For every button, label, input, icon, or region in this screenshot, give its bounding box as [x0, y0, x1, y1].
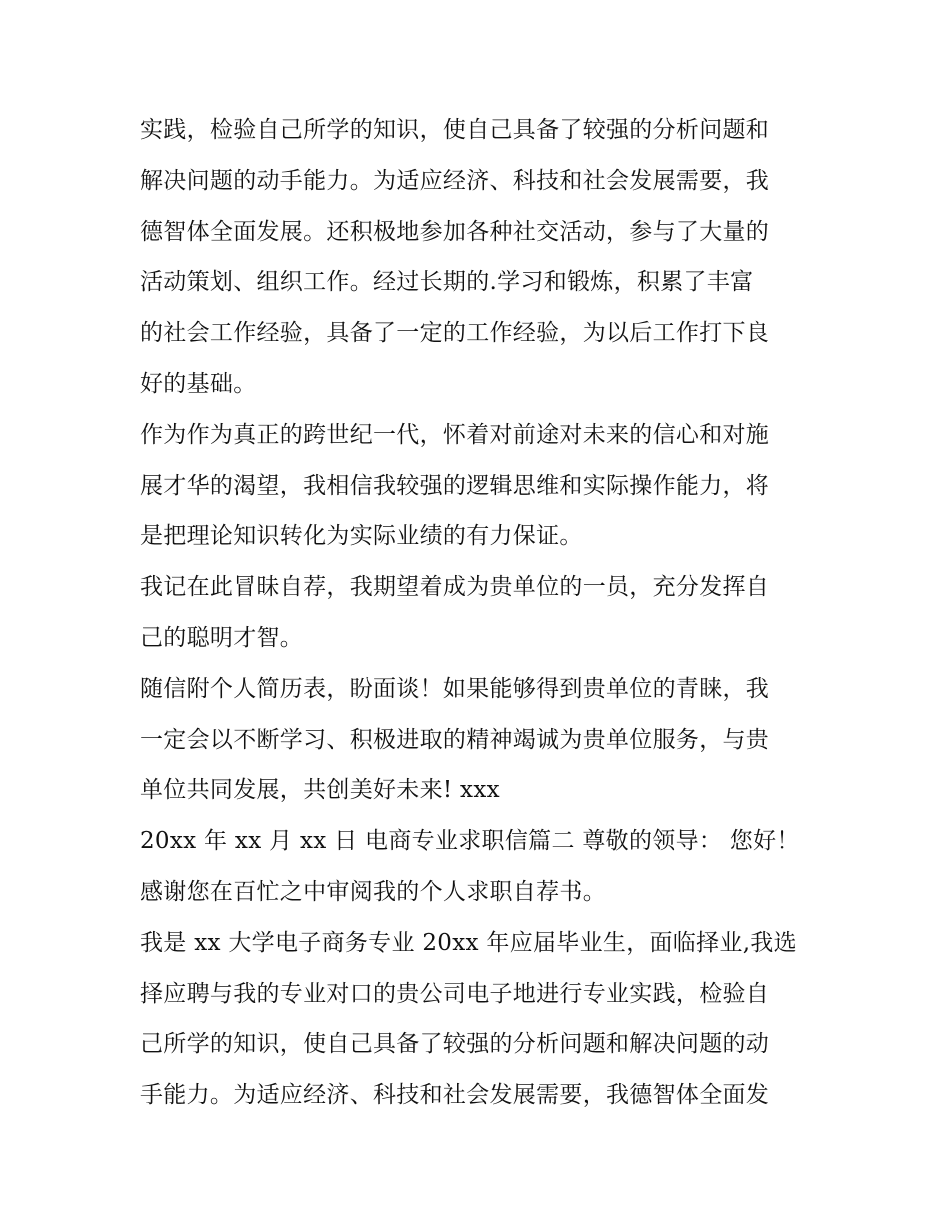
text-line: 作为作为真正的跨世纪一代，怀着对前途对未来的信心和对施: [140, 421, 770, 448]
text-line: 好的基础。: [140, 370, 257, 397]
text-line: 展才华的渴望，我相信我较强的逻辑思维和实际操作能力，将: [140, 472, 770, 499]
text-line: 20xx 年 xx 月 xx 日 电商专业求职信篇二 尊敬的领导： 您好！: [140, 828, 800, 855]
text-line: 德智体全面发展。还积极地参加各种社交活动，参与了大量的: [140, 218, 770, 245]
text-line: 随信附个人简历表，盼面谈！如果能够得到贵单位的青睐，我: [140, 675, 770, 702]
document-body: [140, 105, 820, 1121]
text-line: 己所学的知识，使自己具备了较强的分析问题和解决问题的动: [140, 1031, 770, 1058]
text-line: 手能力。为适应经济、科技和社会发展需要，我德智体全面发: [140, 1082, 770, 1109]
text-line: 解决问题的动手能力。为适应经济、科技和社会发展需要，我: [140, 167, 770, 194]
text-line: 我是 xx 大学电子商务专业 20xx 年应届毕业生，面临择业,我选: [140, 929, 797, 956]
text-line: 己的聪明才智。: [140, 624, 304, 651]
text-line: 择应聘与我的专业对口的贵公司电子地进行专业实践，检验自: [140, 980, 770, 1007]
text-line: 是把理论知识转化为实际业绩的有力保证。: [140, 523, 583, 550]
text-line: 一定会以不断学习、积极进取的精神竭诚为贵单位服务，与贵: [140, 726, 770, 753]
text-line: 单位共同发展，共创美好未来! xxx: [140, 777, 500, 804]
text-line: 感谢您在百忙之中审阅我的个人求职自荐书。: [140, 878, 606, 905]
text-line: 实践，检验自己所学的知识，使自己具备了较强的分析问题和: [140, 117, 770, 143]
text-line: 活动策划、组织工作。经过长期的.学习和锻炼，积累了丰富: [140, 269, 754, 296]
text-line: 我记在此冒昧自荐，我期望着成为贵单位的一员，充分发挥自: [140, 574, 770, 601]
text-line: 的社会工作经验，具备了一定的工作经验，为以后工作打下良: [140, 320, 770, 347]
